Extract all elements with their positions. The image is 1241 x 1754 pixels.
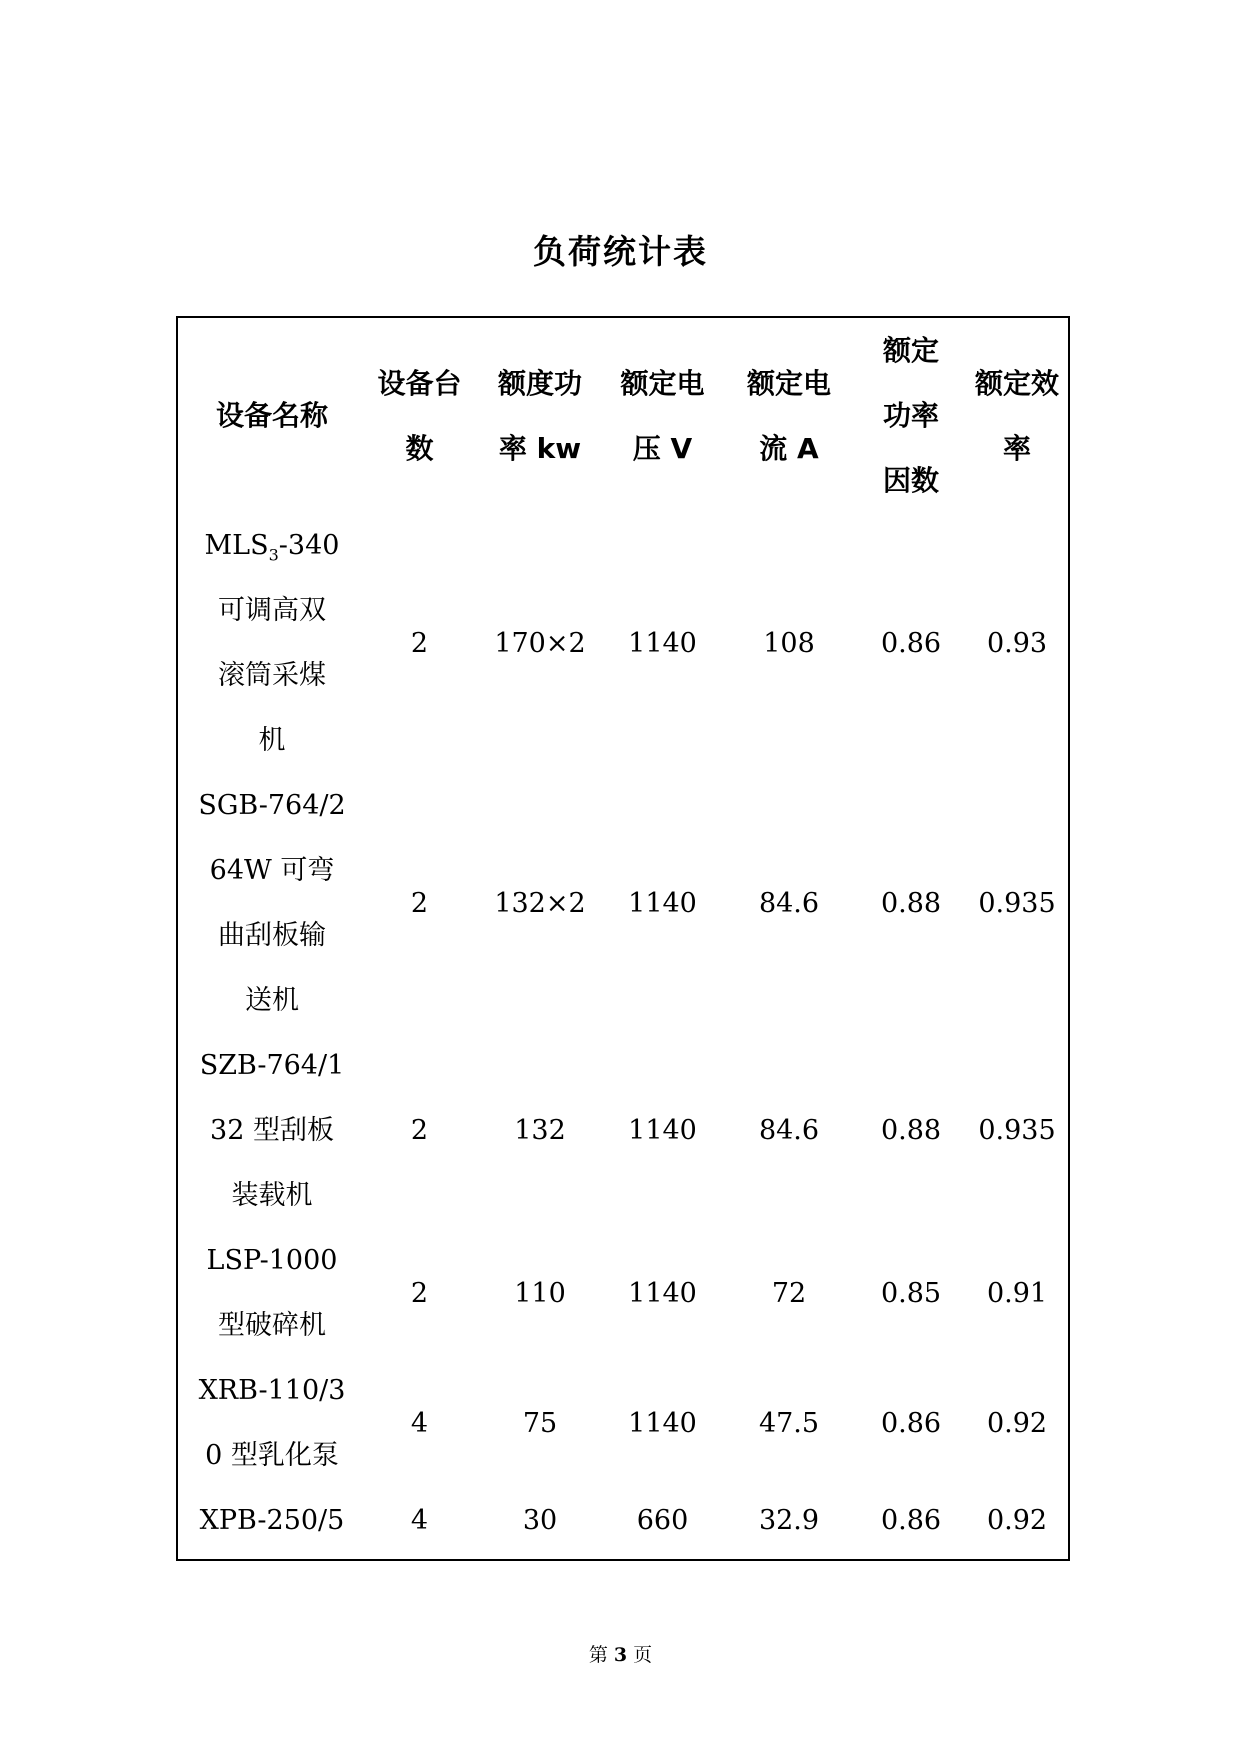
header-line: 因数	[882, 464, 939, 497]
header-line: 压 V	[632, 431, 693, 465]
equipment-name-line: 装载机	[231, 1180, 313, 1211]
header-current	[718, 318, 860, 513]
header-line: 额定电	[620, 366, 705, 400]
equipment-name-line: 64W 可弯	[209, 855, 335, 886]
header-line: 额定	[882, 334, 939, 367]
header-line: 额度功	[497, 366, 582, 400]
efficiency-cell: 0.93	[986, 627, 1048, 659]
header-line: 额定效	[974, 366, 1059, 400]
efficiency-cell: 0.92	[986, 1505, 1048, 1536]
power-cell: 132×2	[494, 887, 586, 919]
current-cell: 108	[763, 627, 815, 659]
voltage-cell: 1140	[628, 1407, 697, 1439]
footer-prefix: 第	[588, 1644, 608, 1666]
voltage-cell: 1140	[628, 627, 697, 659]
header-power-factor	[860, 318, 962, 513]
power-cell: 110	[514, 1277, 566, 1309]
count-cell: 2	[410, 1115, 429, 1146]
equipment-name-line: 送机	[245, 985, 299, 1016]
current-cell: 84.6	[758, 1115, 820, 1146]
table-row	[178, 513, 1072, 773]
equipment-name-cell	[178, 1228, 366, 1358]
equipment-name-line: 型破碎机	[218, 1310, 326, 1341]
power-cell: 170×2	[494, 627, 586, 659]
voltage-cell: 1140	[628, 1277, 697, 1309]
table-row	[178, 1228, 1072, 1358]
equipment-name-line: $MLS_3-340$	[204, 530, 340, 565]
header-line: 流 A	[759, 431, 819, 465]
table-row	[178, 1358, 1072, 1488]
equipment-name-cell	[178, 1358, 366, 1488]
equipment-name-line: 机	[258, 725, 286, 756]
header-efficiency	[962, 318, 1072, 513]
footer-suffix: 页	[633, 1644, 653, 1666]
equipment-name-line: 32 型刮板	[210, 1115, 334, 1146]
equipment-name-line: 曲刮板输	[218, 920, 326, 951]
header-line: 设备台	[377, 366, 462, 400]
equipment-name-line: SZB-764/1	[199, 1050, 345, 1081]
count-cell: 4	[410, 1505, 429, 1536]
equipment-name-line: 可调高双	[218, 595, 326, 626]
count-cell: 2	[410, 1277, 429, 1309]
power-factor-cell: 0.86	[880, 627, 942, 659]
voltage-cell: 1140	[628, 887, 697, 919]
header-row	[178, 318, 1072, 513]
count-cell: 4	[410, 1407, 429, 1439]
header-power	[473, 318, 607, 513]
page-footer	[0, 1640, 1241, 1667]
current-cell: 84.6	[758, 887, 820, 919]
equipment-name-line: 滚筒采煤	[218, 660, 326, 691]
header-line: 率 kw	[498, 431, 582, 465]
efficiency-cell: 0.92	[986, 1407, 1048, 1439]
header-line: 数	[405, 431, 434, 465]
table-row	[178, 1033, 1072, 1228]
power-cell: 30	[522, 1505, 558, 1536]
header-equipment-name	[178, 318, 366, 513]
page-number: 3	[613, 1644, 628, 1666]
header-voltage	[607, 318, 718, 513]
power-factor-cell: 0.88	[880, 887, 942, 919]
page-title: 负荷统计表	[533, 232, 708, 271]
voltage-cell: 660	[636, 1505, 689, 1536]
power-cell: 132	[514, 1115, 566, 1146]
equipment-name-line: LSP-1000	[206, 1245, 338, 1276]
equipment-name-line: 0 型乳化泵	[205, 1440, 339, 1471]
load-statistics-table	[176, 316, 1070, 1561]
equipment-name-cell	[178, 513, 366, 773]
power-factor-cell: 0.86	[880, 1407, 942, 1439]
equipment-name-line: XPB-250/5	[199, 1505, 345, 1536]
header-line: 功率	[882, 399, 939, 432]
header-count	[366, 318, 473, 513]
table-row	[178, 1488, 1072, 1553]
header-line: 额定电	[746, 366, 831, 400]
count-cell: 2	[410, 627, 429, 659]
efficiency-cell: 0.935	[978, 887, 1056, 919]
table-row	[178, 773, 1072, 1033]
efficiency-cell: 0.935	[978, 1115, 1056, 1146]
header-line: 设备名称	[215, 399, 328, 432]
count-cell: 2	[410, 887, 429, 919]
equipment-name-cell	[178, 1488, 366, 1553]
current-cell: 47.5	[758, 1407, 820, 1439]
current-cell: 32.9	[758, 1505, 820, 1536]
equipment-name-cell	[178, 773, 366, 1033]
header-line: 率	[1002, 431, 1031, 465]
current-cell: 72	[771, 1277, 807, 1309]
voltage-cell: 1140	[628, 1115, 697, 1146]
power-factor-cell: 0.86	[880, 1505, 942, 1536]
power-cell: 75	[522, 1407, 558, 1439]
equipment-name-line: SGB-764/2	[198, 790, 346, 821]
power-factor-cell: 0.85	[880, 1277, 942, 1309]
efficiency-cell: 0.91	[986, 1277, 1048, 1309]
equipment-name-cell	[178, 1033, 366, 1228]
power-factor-cell: 0.88	[880, 1115, 942, 1146]
equipment-name-line: XRB-110/3	[198, 1375, 346, 1406]
data-table	[178, 318, 1072, 1553]
